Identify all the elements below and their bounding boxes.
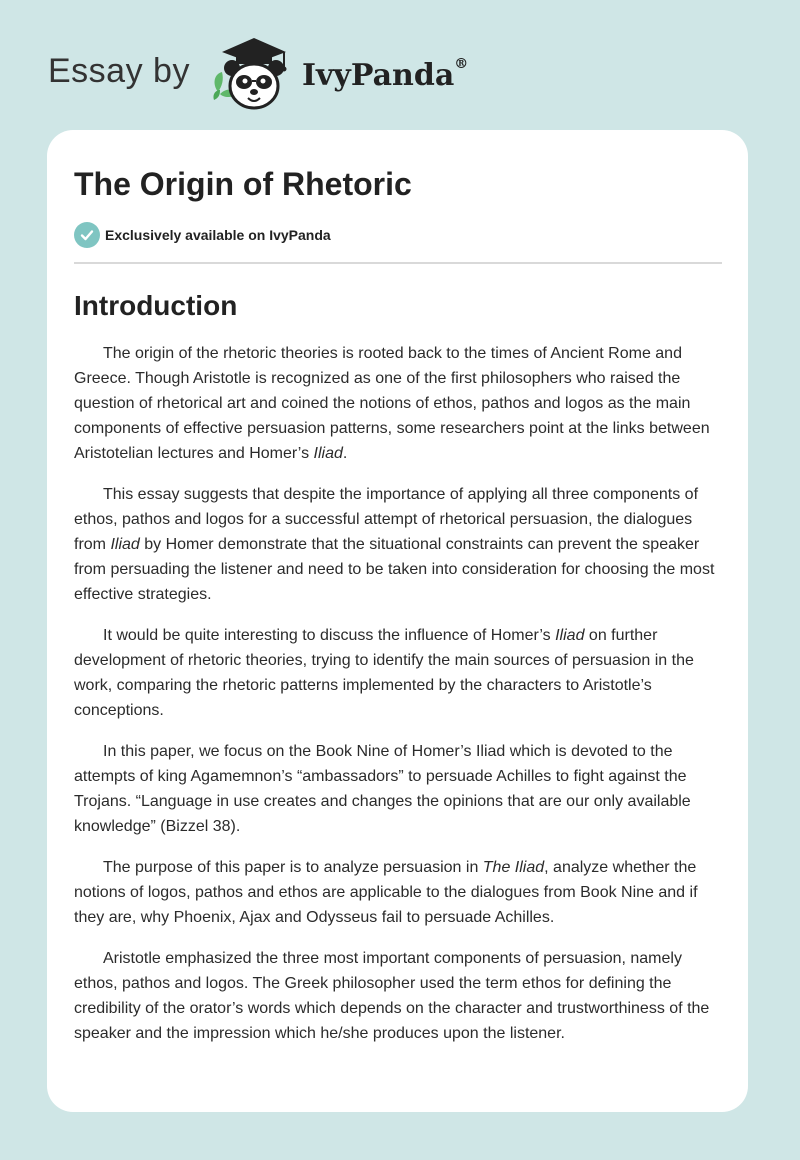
paragraph-text: on further development of rhetoric theories, trying to identify the main sources of persuasion in the work, comparing the rhetoric patterns implemented by the characters to Aristotle’s conceptions. <box>74 627 694 719</box>
paragraph-text: The origin of the rhetoric theories is rooted back to the times of Ancient Rome and Greece. Though Aristotle is recognized as one of the first philosophers who raised the question of rhetorical art and coined the notions of ethos, pathos and logos as the main components of effective persuasion patterns, some researchers point at the links between Aristotelian lectures and Homer’s <box>74 345 710 462</box>
section-heading: Introduction <box>74 290 238 321</box>
paragraph-text: . <box>342 445 348 462</box>
title-italic: Iliad <box>555 627 585 644</box>
brand-name-text: IvyPanda <box>301 57 455 93</box>
page-title: The Origin of Rhetoric <box>74 166 412 202</box>
registered-mark: ® <box>454 55 469 72</box>
badge-label: Exclusively available on IvyPanda <box>105 227 331 243</box>
title-italic: Iliad <box>110 536 140 553</box>
paragraph-text: by Homer demonstrate that the situational constraints can prevent the speaker from persuading the listener and need to be taken into consideration for choosing the most effective strategies. <box>74 536 715 603</box>
paragraph-text: It would be quite interesting to discuss the influence of Homer’s <box>103 627 556 644</box>
brand-name[interactable] <box>301 55 469 93</box>
divider <box>74 262 722 264</box>
paragraph-5 <box>74 855 722 930</box>
site-header <box>48 34 468 114</box>
paragraph-6: Aristotle emphasized the three most important components of persuasion, namely ethos, pathos and logos. The Greek philosopher used the term ethos for defining the credibility of the orator’s words which depends on the character and trustworthiness of the speaker and the impression which he/she produces upon the listener. <box>74 950 710 1042</box>
essay-by-label: Essay by <box>48 51 190 90</box>
exclusive-badge <box>74 222 722 248</box>
paragraph-1 <box>74 341 722 466</box>
title-italic: The Iliad <box>482 859 545 876</box>
panda-graduate-icon[interactable] <box>204 34 296 114</box>
paragraph-2 <box>74 482 722 607</box>
paragraph-text: This essay suggests that despite the importance of applying all three components of ethos, pathos and logos for a successful attempt of rhetorical persuasion, the dialogues from <box>74 486 699 553</box>
essay-card <box>47 130 748 1112</box>
check-circle-icon <box>74 222 100 248</box>
paragraph-text: The purpose of this paper is to analyze persuasion in <box>103 859 483 876</box>
paragraph-4: In this paper, we focus on the Book Nine of Homer’s Iliad which is devoted to the attempts of king Agamemnon’s “ambassadors” to persuade Achilles to fight against the Trojans. “Language in use creates and changes the opinions that are our only available knowledge” (Bizzel 38). <box>74 743 691 835</box>
paragraph-3 <box>74 623 722 723</box>
title-italic: Iliad <box>313 445 343 462</box>
paragraph-text: , analyze whether the notions of logos, pathos and ethos are applicable to the dialogues from Book Nine and if they are, why Phoenix, Ajax and Odysseus fail to persuade Achilles. <box>74 859 698 926</box>
